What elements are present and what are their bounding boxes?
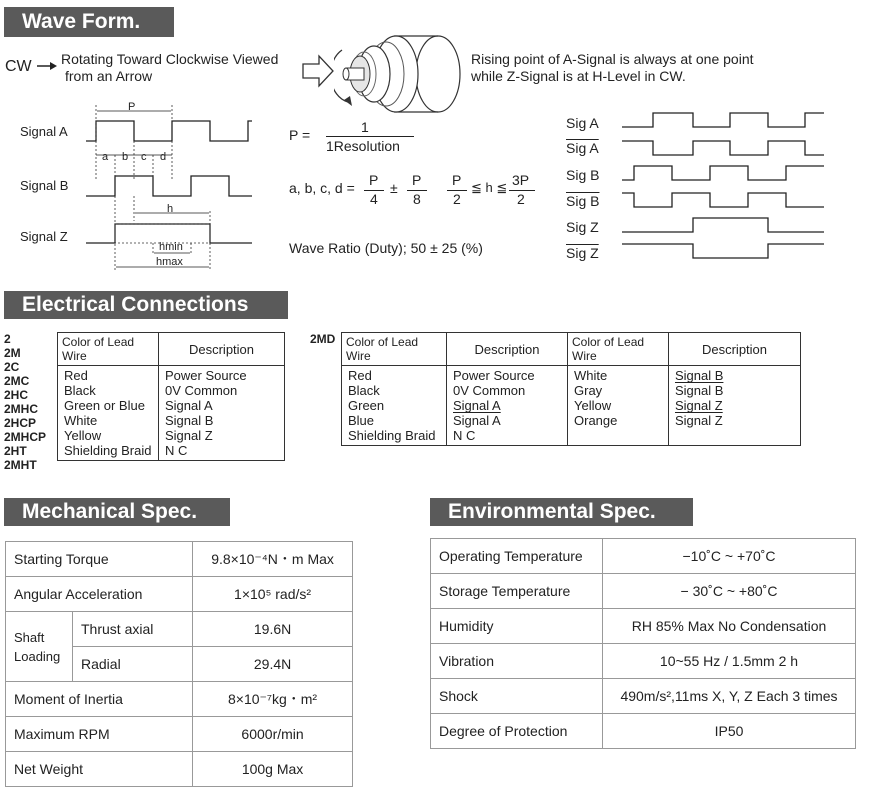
spec-label: Thrust axial [73,612,193,647]
sig-b-label: Sig B [566,167,600,183]
spec-value: 1×10⁵ rad/s² [193,577,353,612]
spec-value: 19.6N [193,612,353,647]
model-item: 2MC [4,374,30,388]
spec-label: Radial [73,647,193,682]
spec-value: − 30˚C ~ +80˚C [603,574,856,609]
lead-wire-descs [159,366,285,461]
table-cell: Yellow [64,428,102,443]
table-cell: Orange [574,413,618,428]
electrical-banner [4,291,288,319]
table-cell: Power Source [165,368,247,383]
formula-abcd-lhs: a, b, c, d = [289,180,355,196]
spec-label: Storage Temperature [431,574,603,609]
table-cell: Signal Z [165,428,213,443]
description-header: Description [447,333,568,366]
table-cell: Signal A [165,398,213,413]
model-item: 2HC [4,388,29,402]
formula-h-range: ≦ h ≦ [471,180,508,195]
spec-label: Humidity [431,609,603,644]
formula-plusminus: ± [390,180,398,196]
formula-p-bar [326,136,414,137]
b-label: b [122,151,129,163]
model-2md: 2MD [310,332,336,346]
description-header: Description [669,333,801,366]
table-cell: Black [348,383,380,398]
table-cell: Signal Z [675,413,723,428]
table-cell: Signal Z [675,398,723,413]
formula-frac2-den: 8 [413,191,421,207]
table-cell: Signal A [453,413,501,428]
spec-value: 8×10⁻⁷kg・m² [193,682,353,717]
signal-b-label: Signal B [20,178,69,193]
formula-frac1-den: 4 [370,191,378,207]
table-cell: N C [165,443,188,458]
spec-label: Operating Temperature [431,539,603,574]
table-cell: Blue [348,413,375,428]
environmental-banner [430,498,693,526]
model-list [4,332,46,472]
cw-desc-1: Rotating Toward Clockwise Viewed [61,51,279,67]
formula-p-lhs: P = [289,127,311,143]
model-item: 2C [4,360,20,374]
signal-z-label: Signal Z [20,229,68,244]
mechanical-spec-table [5,541,353,787]
cw-label: CW [5,58,32,75]
sig-a-bar-label: Sig A [566,140,599,156]
wave-form-banner [4,7,174,37]
formula-p-den: 1Resolution [326,138,400,154]
spec-label: Net Weight [6,752,193,787]
duty-ratio: Wave Ratio (Duty); 50 ± 25 (%) [289,240,483,256]
spec-label: Starting Torque [6,542,193,577]
lead-wire-colors [342,366,447,446]
model-item: 2HCP [4,416,37,430]
lead-wire-descs [447,366,568,446]
p-label: P [128,101,136,113]
formula-frac4-num: 3P [512,172,530,188]
table-cell: Shielding Braid [348,428,436,443]
table-cell: 0V Common [165,383,238,398]
shaft-loading-label [6,612,73,682]
model-item: 2MHCP [4,430,47,444]
model-item: 2HT [4,444,27,458]
signal-a-label: Signal A [20,124,68,139]
table-cell: Power Source [453,368,535,383]
spec-label: Degree of Protection [431,714,603,749]
model-item: 2MHT [4,458,37,472]
spec-value: 490m/s²,11ms X, Y, Z Each 3 times [603,679,856,714]
table-cell: Green [348,398,385,413]
model-item: 2 [4,332,11,346]
table-cell: N C [453,428,476,443]
loading-label: Loading [14,648,61,664]
lead-wire-header: Color of Lead Wire [568,333,669,366]
table-cell: Gray [574,383,603,398]
table-cell: Signal B [165,413,214,428]
cw-desc-2: from an Arrow [65,68,153,84]
a-label: a [102,151,109,163]
rising-point-line-1: Rising point of A-Signal is always at one point [471,51,754,67]
table-cell: Signal B [675,368,724,383]
table-cell: Red [64,368,88,383]
table-cell: Red [348,368,372,383]
spec-value: 29.4N [193,647,353,682]
sig-waveform-diagram [620,108,826,266]
formula-frac4-den: 2 [517,191,525,207]
spec-value: 9.8×10⁻⁴N・m Max [193,542,353,577]
spec-value: IP50 [603,714,856,749]
spec-label: Vibration [431,644,603,679]
mechanical-title: Mechanical Spec. [22,500,198,523]
hmin-label: hmin [159,241,183,253]
sig-z-label: Sig Z [566,219,599,235]
spec-value: 100g Max [193,752,353,787]
model-item: 2MHC [4,402,39,416]
electrical-title: Electrical Connections [22,293,249,316]
formula-p-num: 1 [361,119,369,135]
table-cell: Black [64,383,96,398]
spec-value: 6000r/min [193,717,353,752]
table-cell: Signal A [453,398,501,413]
hmax-label: hmax [156,256,183,268]
lead-wire-header: Color of Lead Wire [342,333,447,366]
cw-arrow-icon [36,60,58,72]
hollow-arrow-icon [301,54,335,88]
formula-frac3-den: 2 [453,191,461,207]
spec-value: RH 85% Max No Condensation [603,609,856,644]
description-header: Description [159,333,285,366]
spec-label: Moment of Inertia [6,682,193,717]
lead-wire-colors [58,366,159,461]
lead-wire-descs [669,366,801,446]
model-item: 2M [4,346,21,360]
spec-value: 10~55 Hz / 1.5mm 2 h [603,644,856,679]
formula-frac1-num: P [369,172,379,188]
mechanical-banner [4,498,230,526]
table-cell: White [64,413,98,428]
c-label: c [141,151,147,163]
environmental-title: Environmental Spec. [448,500,656,523]
spec-label: Shock [431,679,603,714]
encoder-illustration [334,30,469,120]
spec-label: Angular Acceleration [6,577,193,612]
wave-form-title: Wave Form. [22,10,141,33]
table-cell: Yellow [574,398,612,413]
sig-z-bar-label: Sig Z [566,245,599,261]
lead-wire-table-2md [341,332,801,446]
table-cell: White [574,368,608,383]
sig-b-bar-label: Sig B [566,193,600,209]
shaft-label: Shaft [14,629,45,645]
environmental-spec-table [430,538,856,749]
h-label: h [167,203,174,215]
lead-wire-colors [568,366,669,446]
d-label: d [160,151,167,163]
spec-value: −10˚C ~ +70˚C [603,539,856,574]
formula-frac3-num: P [452,172,462,188]
table-cell: Shielding Braid [64,443,152,458]
lead-wire-table [57,332,285,461]
table-cell: Signal B [675,383,724,398]
formula-frac2-num: P [412,172,422,188]
sig-a-label: Sig A [566,115,599,131]
lead-wire-header: Color of Lead Wire [58,333,159,366]
table-cell: Green or Blue [64,398,145,413]
table-cell: 0V Common [453,383,526,398]
spec-label: Maximum RPM [6,717,193,752]
rising-point-line-2: while Z-Signal is at H-Level in CW. [471,68,686,84]
